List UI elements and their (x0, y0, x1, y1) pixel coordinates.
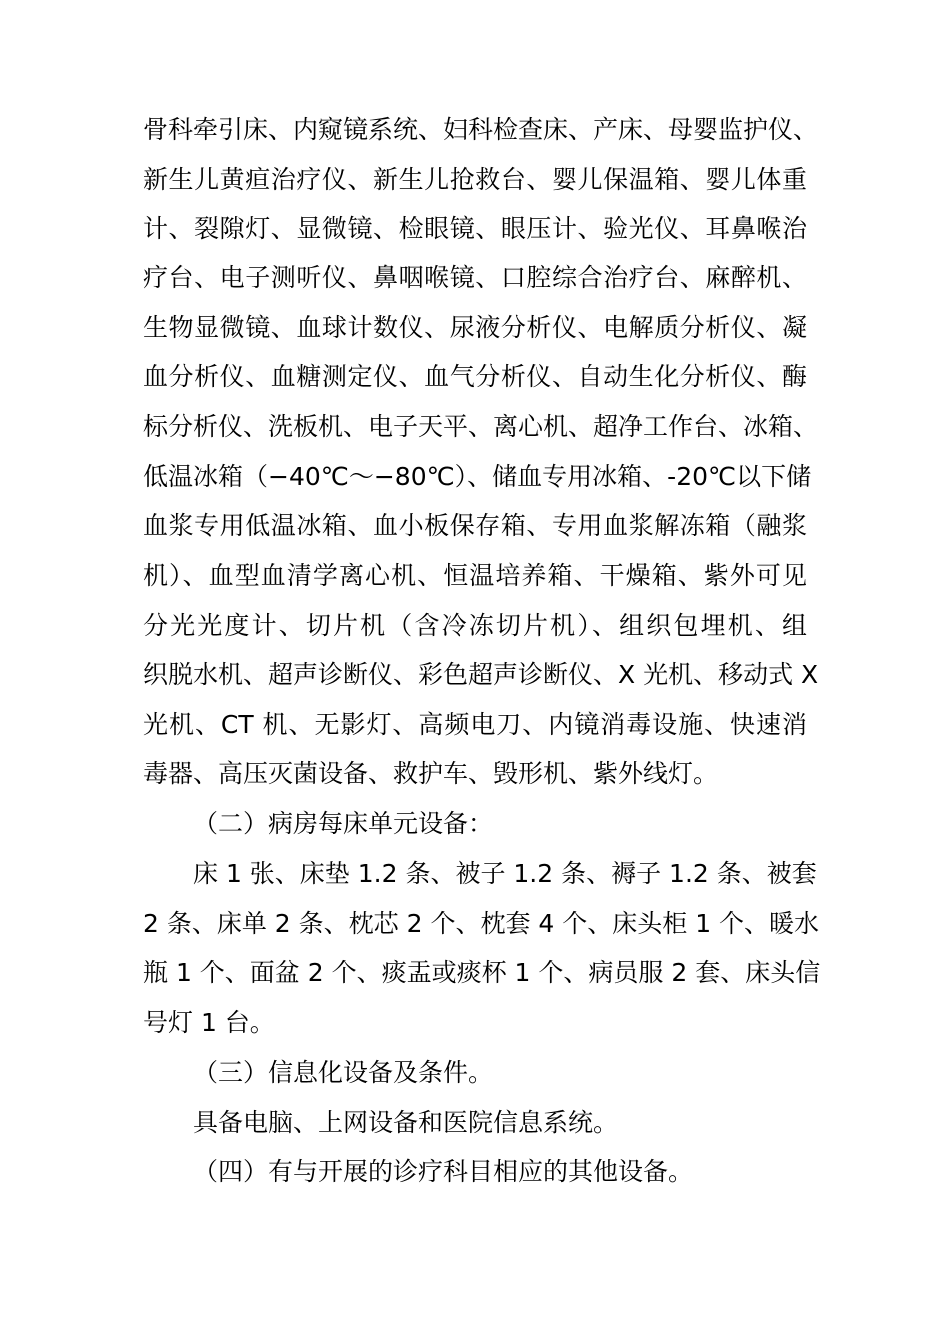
equipment-list-line: 机）、血型血清学离心机、恒温培养箱、干燥箱、紫外可见 (143, 561, 807, 590)
equipment-list-line: 血分析仪、血糖测定仪、血气分析仪、自动生化分析仪、酶 (143, 362, 807, 391)
equipment-list-line: 光机、CT 机、无影灯、高频电刀、内镜消毒设施、快速消 (143, 710, 807, 739)
section-heading-other-equipment: （四）有与开展的诊疗科目相应的其他设备。 (193, 1157, 694, 1186)
section-heading-information-equipment: （三）信息化设备及条件。 (193, 1058, 494, 1087)
equipment-list-line: 生物显微镜、血球计数仪、尿液分析仪、电解质分析仪、凝 (143, 313, 807, 342)
ward-bed-equipment-line-last: 号灯 1 台。 (143, 1008, 275, 1037)
ward-bed-equipment-line: 2 条、床单 2 条、枕芯 2 个、枕套 4 个、床头柜 1 个、暖水 (143, 909, 820, 938)
equipment-list-line: 织脱水机、超声诊断仪、彩色超声诊断仪、X 光机、移动式 X (143, 660, 819, 689)
equipment-list-line: 骨科牵引床、内窥镜系统、妇科检查床、产床、母婴监护仪、 (143, 115, 819, 144)
equipment-list-line: 计、裂隙灯、显微镜、检眼镜、眼压计、验光仪、耳鼻喉治 (143, 214, 807, 243)
equipment-list-line: 血浆专用低温冰箱、血小板保存箱、专用血浆解冻箱（融浆 (143, 511, 807, 540)
equipment-list-line: 标分析仪、洗板机、电子天平、离心机、超净工作台、冰箱、 (143, 412, 819, 441)
ward-bed-equipment-line: 瓶 1 个、面盆 2 个、痰盂或痰杯 1 个、病员服 2 套、床头信 (143, 958, 821, 987)
equipment-list-line: 新生儿黄疸治疗仪、新生儿抢救台、婴儿保温箱、婴儿体重 (143, 165, 807, 194)
equipment-list-line: 疗台、电子测听仪、鼻咽喉镜、口腔综合治疗台、麻醉机、 (143, 263, 807, 292)
equipment-list-line-last: 毒器、高压灭菌设备、救护车、毁形机、紫外线灯。 (143, 759, 719, 788)
information-equipment-text: 具备电脑、上网设备和医院信息系统。 (193, 1108, 619, 1137)
equipment-list-line: 低温冰箱（−40℃～−80℃）、储血专用冰箱、-20℃以下储 (143, 462, 812, 491)
section-heading-ward-bed-equipment: （二）病房每床单元设备： (193, 809, 494, 838)
equipment-list-line: 分光光度计、切片机（含冷冻切片机）、组织包埋机、组 (143, 611, 807, 640)
ward-bed-equipment-line: 床 1 张、床垫 1.2 条、被子 1.2 条、褥子 1.2 条、被套 (193, 859, 817, 888)
